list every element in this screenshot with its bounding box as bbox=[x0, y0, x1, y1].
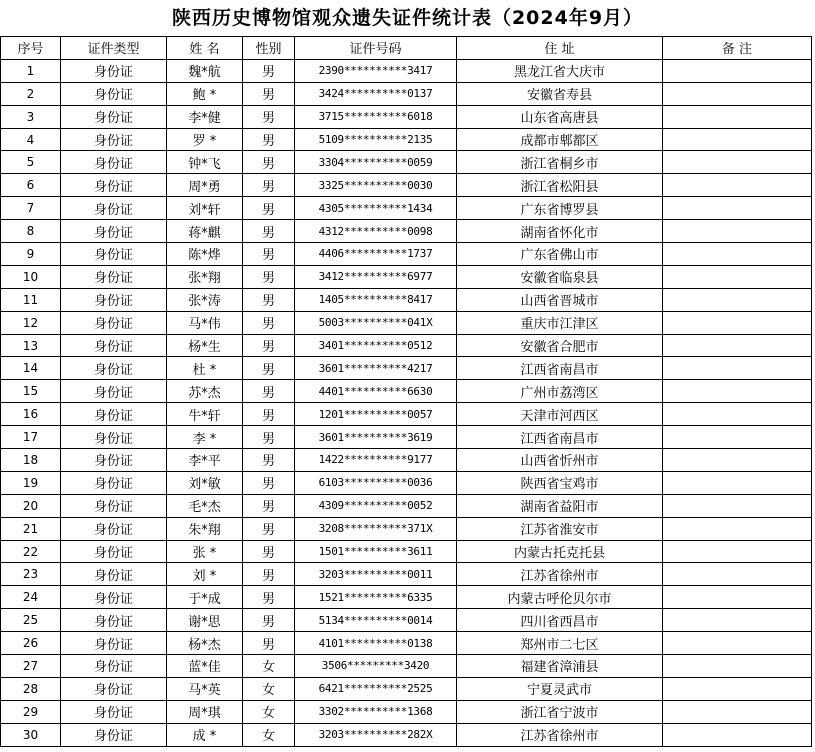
cell-seq: 25 bbox=[1, 609, 61, 632]
cell-note bbox=[663, 700, 812, 723]
cell-name: 马*英 bbox=[167, 677, 243, 700]
cell-id-type: 身份证 bbox=[61, 151, 167, 174]
cell-seq: 11 bbox=[1, 288, 61, 311]
cell-id-number: 6103**********0036 bbox=[295, 471, 457, 494]
cell-note bbox=[663, 357, 812, 380]
cell-id-type: 身份证 bbox=[61, 174, 167, 197]
cell-id-number: 5134**********0014 bbox=[295, 609, 457, 632]
cell-note bbox=[663, 609, 812, 632]
cell-note bbox=[663, 288, 812, 311]
cell-seq: 30 bbox=[1, 723, 61, 746]
cell-seq: 14 bbox=[1, 357, 61, 380]
table-row bbox=[1, 609, 812, 632]
cell-name: 朱*翔 bbox=[167, 517, 243, 540]
cell-gender: 男 bbox=[243, 563, 295, 586]
cell-seq: 21 bbox=[1, 517, 61, 540]
table-row bbox=[1, 380, 812, 403]
cell-address: 广东省佛山市 bbox=[457, 243, 663, 266]
cell-seq: 17 bbox=[1, 426, 61, 449]
cell-name: 钟*飞 bbox=[167, 151, 243, 174]
cell-id-type: 身份证 bbox=[61, 449, 167, 472]
cell-id-type: 身份证 bbox=[61, 128, 167, 151]
cell-seq: 8 bbox=[1, 220, 61, 243]
cell-seq: 4 bbox=[1, 128, 61, 151]
cell-seq: 24 bbox=[1, 586, 61, 609]
table-row bbox=[1, 723, 812, 746]
document-title: 陕西历史博物馆观众遗失证件统计表（2024年9月） bbox=[171, 7, 644, 29]
cell-gender: 男 bbox=[243, 426, 295, 449]
cell-name: 马*伟 bbox=[167, 311, 243, 334]
cell-address: 江苏省徐州市 bbox=[457, 723, 663, 746]
table-row bbox=[1, 334, 812, 357]
cell-address: 江西省南昌市 bbox=[457, 357, 663, 380]
cell-seq: 16 bbox=[1, 403, 61, 426]
cell-name: 杜 * bbox=[167, 357, 243, 380]
cell-gender: 男 bbox=[243, 449, 295, 472]
cell-id-type: 身份证 bbox=[61, 586, 167, 609]
cell-id-number: 1422**********9177 bbox=[295, 449, 457, 472]
table-row bbox=[1, 82, 812, 105]
cell-id-number: 3208**********371X bbox=[295, 517, 457, 540]
cell-id-type: 身份证 bbox=[61, 609, 167, 632]
cell-address: 宁夏灵武市 bbox=[457, 677, 663, 700]
cell-seq: 5 bbox=[1, 151, 61, 174]
table-row bbox=[1, 517, 812, 540]
header-gender: 性别 bbox=[243, 37, 295, 60]
cell-gender: 女 bbox=[243, 655, 295, 678]
lost-documents-table bbox=[0, 36, 812, 747]
cell-gender: 男 bbox=[243, 517, 295, 540]
cell-name: 罗 * bbox=[167, 128, 243, 151]
cell-name: 李*平 bbox=[167, 449, 243, 472]
cell-note bbox=[663, 563, 812, 586]
table-row bbox=[1, 540, 812, 563]
cell-note bbox=[663, 471, 812, 494]
cell-gender: 男 bbox=[243, 311, 295, 334]
cell-gender: 男 bbox=[243, 471, 295, 494]
cell-gender: 男 bbox=[243, 105, 295, 128]
table-row bbox=[1, 174, 812, 197]
table-row bbox=[1, 700, 812, 723]
cell-name: 周*琪 bbox=[167, 700, 243, 723]
cell-seq: 7 bbox=[1, 197, 61, 220]
cell-gender: 男 bbox=[243, 59, 295, 82]
cell-gender: 男 bbox=[243, 82, 295, 105]
cell-seq: 9 bbox=[1, 243, 61, 266]
cell-note bbox=[663, 197, 812, 220]
cell-seq: 2 bbox=[1, 82, 61, 105]
cell-seq: 18 bbox=[1, 449, 61, 472]
table-row bbox=[1, 243, 812, 266]
cell-address: 湖南省益阳市 bbox=[457, 494, 663, 517]
table-row bbox=[1, 403, 812, 426]
cell-id-number: 3506*********3420 bbox=[295, 655, 457, 678]
header-row bbox=[1, 37, 812, 60]
cell-id-number: 3203**********0011 bbox=[295, 563, 457, 586]
table-row bbox=[1, 357, 812, 380]
cell-gender: 男 bbox=[243, 586, 295, 609]
cell-name: 鲍 * bbox=[167, 82, 243, 105]
cell-address: 浙江省桐乡市 bbox=[457, 151, 663, 174]
cell-id-number: 3601**********3619 bbox=[295, 426, 457, 449]
cell-name: 李 * bbox=[167, 426, 243, 449]
cell-id-number: 5109**********2135 bbox=[295, 128, 457, 151]
cell-address: 湖南省怀化市 bbox=[457, 220, 663, 243]
header-address: 住 址 bbox=[457, 37, 663, 60]
cell-address: 成都市郫都区 bbox=[457, 128, 663, 151]
cell-address: 四川省西昌市 bbox=[457, 609, 663, 632]
cell-name: 苏*杰 bbox=[167, 380, 243, 403]
cell-id-type: 身份证 bbox=[61, 220, 167, 243]
cell-gender: 男 bbox=[243, 540, 295, 563]
cell-id-number: 1521**********6335 bbox=[295, 586, 457, 609]
cell-seq: 12 bbox=[1, 311, 61, 334]
cell-id-number: 3401**********0512 bbox=[295, 334, 457, 357]
cell-address: 内蒙古呼伦贝尔市 bbox=[457, 586, 663, 609]
cell-gender: 男 bbox=[243, 243, 295, 266]
cell-id-type: 身份证 bbox=[61, 540, 167, 563]
cell-note bbox=[663, 426, 812, 449]
cell-note bbox=[663, 105, 812, 128]
cell-name: 于*成 bbox=[167, 586, 243, 609]
cell-address: 重庆市江津区 bbox=[457, 311, 663, 334]
cell-gender: 男 bbox=[243, 265, 295, 288]
table-row bbox=[1, 586, 812, 609]
cell-address: 浙江省松阳县 bbox=[457, 174, 663, 197]
cell-id-type: 身份证 bbox=[61, 197, 167, 220]
cell-gender: 男 bbox=[243, 151, 295, 174]
table-row bbox=[1, 59, 812, 82]
cell-id-number: 3203**********282X bbox=[295, 723, 457, 746]
table-row bbox=[1, 449, 812, 472]
cell-address: 山西省忻州市 bbox=[457, 449, 663, 472]
cell-id-type: 身份证 bbox=[61, 311, 167, 334]
cell-name: 杨*杰 bbox=[167, 632, 243, 655]
table-row bbox=[1, 197, 812, 220]
cell-gender: 男 bbox=[243, 288, 295, 311]
cell-address: 广州市荔湾区 bbox=[457, 380, 663, 403]
cell-seq: 6 bbox=[1, 174, 61, 197]
cell-name: 刘*轩 bbox=[167, 197, 243, 220]
cell-id-type: 身份证 bbox=[61, 105, 167, 128]
cell-address: 安徽省寿县 bbox=[457, 82, 663, 105]
cell-id-type: 身份证 bbox=[61, 655, 167, 678]
cell-id-number: 1405**********8417 bbox=[295, 288, 457, 311]
cell-id-type: 身份证 bbox=[61, 82, 167, 105]
cell-name: 成 * bbox=[167, 723, 243, 746]
cell-note bbox=[663, 311, 812, 334]
cell-name: 杨*生 bbox=[167, 334, 243, 357]
cell-note bbox=[663, 494, 812, 517]
cell-id-number: 3325**********0030 bbox=[295, 174, 457, 197]
cell-address: 陕西省宝鸡市 bbox=[457, 471, 663, 494]
cell-seq: 19 bbox=[1, 471, 61, 494]
cell-note bbox=[663, 517, 812, 540]
cell-id-type: 身份证 bbox=[61, 517, 167, 540]
cell-id-number: 4312**********0098 bbox=[295, 220, 457, 243]
cell-id-type: 身份证 bbox=[61, 426, 167, 449]
cell-gender: 女 bbox=[243, 723, 295, 746]
cell-address: 浙江省宁波市 bbox=[457, 700, 663, 723]
cell-note bbox=[663, 540, 812, 563]
cell-id-number: 6421**********2525 bbox=[295, 677, 457, 700]
cell-id-number: 2390**********3417 bbox=[295, 59, 457, 82]
cell-address: 广东省博罗县 bbox=[457, 197, 663, 220]
table-body bbox=[1, 59, 812, 746]
cell-id-number: 4305**********1434 bbox=[295, 197, 457, 220]
cell-seq: 22 bbox=[1, 540, 61, 563]
cell-seq: 23 bbox=[1, 563, 61, 586]
table-row bbox=[1, 677, 812, 700]
cell-id-number: 3302**********1368 bbox=[295, 700, 457, 723]
cell-gender: 男 bbox=[243, 632, 295, 655]
cell-seq: 10 bbox=[1, 265, 61, 288]
cell-note bbox=[663, 655, 812, 678]
table-row bbox=[1, 311, 812, 334]
cell-id-type: 身份证 bbox=[61, 403, 167, 426]
cell-gender: 男 bbox=[243, 609, 295, 632]
cell-address: 天津市河西区 bbox=[457, 403, 663, 426]
cell-id-type: 身份证 bbox=[61, 357, 167, 380]
cell-id-type: 身份证 bbox=[61, 471, 167, 494]
cell-address: 安徽省临泉县 bbox=[457, 265, 663, 288]
cell-name: 张*涛 bbox=[167, 288, 243, 311]
cell-name: 毛*杰 bbox=[167, 494, 243, 517]
cell-seq: 1 bbox=[1, 59, 61, 82]
cell-id-number: 4406**********1737 bbox=[295, 243, 457, 266]
cell-address: 江苏省淮安市 bbox=[457, 517, 663, 540]
cell-id-number: 1201**********0057 bbox=[295, 403, 457, 426]
cell-gender: 男 bbox=[243, 128, 295, 151]
cell-seq: 15 bbox=[1, 380, 61, 403]
cell-seq: 26 bbox=[1, 632, 61, 655]
cell-address: 内蒙古托克托县 bbox=[457, 540, 663, 563]
cell-name: 蒋*麒 bbox=[167, 220, 243, 243]
cell-address: 福建省漳浦县 bbox=[457, 655, 663, 678]
cell-gender: 男 bbox=[243, 174, 295, 197]
table-row bbox=[1, 105, 812, 128]
cell-note bbox=[663, 59, 812, 82]
cell-id-type: 身份证 bbox=[61, 700, 167, 723]
cell-gender: 男 bbox=[243, 380, 295, 403]
cell-note bbox=[663, 151, 812, 174]
header-name: 姓 名 bbox=[167, 37, 243, 60]
cell-note bbox=[663, 677, 812, 700]
cell-id-number: 4309**********0052 bbox=[295, 494, 457, 517]
cell-note bbox=[663, 380, 812, 403]
cell-id-number: 3304**********0059 bbox=[295, 151, 457, 174]
cell-address: 山东省高唐县 bbox=[457, 105, 663, 128]
cell-seq: 13 bbox=[1, 334, 61, 357]
cell-id-type: 身份证 bbox=[61, 677, 167, 700]
cell-id-number: 5003**********041X bbox=[295, 311, 457, 334]
table-row bbox=[1, 563, 812, 586]
cell-note bbox=[663, 82, 812, 105]
cell-note bbox=[663, 449, 812, 472]
cell-id-type: 身份证 bbox=[61, 723, 167, 746]
cell-id-number: 3424**********0137 bbox=[295, 82, 457, 105]
cell-id-number: 4401**********6630 bbox=[295, 380, 457, 403]
table-row bbox=[1, 632, 812, 655]
cell-gender: 男 bbox=[243, 334, 295, 357]
cell-id-type: 身份证 bbox=[61, 494, 167, 517]
table-row bbox=[1, 426, 812, 449]
cell-gender: 男 bbox=[243, 220, 295, 243]
cell-seq: 29 bbox=[1, 700, 61, 723]
cell-gender: 女 bbox=[243, 677, 295, 700]
cell-id-type: 身份证 bbox=[61, 243, 167, 266]
cell-seq: 3 bbox=[1, 105, 61, 128]
cell-id-number: 3715**********6018 bbox=[295, 105, 457, 128]
cell-id-number: 4101**********0138 bbox=[295, 632, 457, 655]
table-row bbox=[1, 128, 812, 151]
cell-seq: 28 bbox=[1, 677, 61, 700]
cell-id-number: 3412**********6977 bbox=[295, 265, 457, 288]
cell-gender: 男 bbox=[243, 494, 295, 517]
cell-gender: 男 bbox=[243, 403, 295, 426]
cell-name: 李*健 bbox=[167, 105, 243, 128]
header-id-type: 证件类型 bbox=[61, 37, 167, 60]
table-row bbox=[1, 494, 812, 517]
cell-name: 刘*敏 bbox=[167, 471, 243, 494]
cell-address: 黑龙江省大庆市 bbox=[457, 59, 663, 82]
cell-note bbox=[663, 403, 812, 426]
table-row bbox=[1, 151, 812, 174]
cell-name: 刘 * bbox=[167, 563, 243, 586]
cell-seq: 27 bbox=[1, 655, 61, 678]
cell-gender: 男 bbox=[243, 357, 295, 380]
cell-note bbox=[663, 128, 812, 151]
cell-id-type: 身份证 bbox=[61, 334, 167, 357]
cell-id-type: 身份证 bbox=[61, 380, 167, 403]
cell-name: 牛*轩 bbox=[167, 403, 243, 426]
cell-seq: 20 bbox=[1, 494, 61, 517]
cell-address: 安徽省合肥市 bbox=[457, 334, 663, 357]
cell-id-type: 身份证 bbox=[61, 59, 167, 82]
cell-id-number: 1501**********3611 bbox=[295, 540, 457, 563]
cell-id-number: 3601**********4217 bbox=[295, 357, 457, 380]
cell-name: 张*翔 bbox=[167, 265, 243, 288]
cell-note bbox=[663, 586, 812, 609]
table-row bbox=[1, 265, 812, 288]
cell-gender: 男 bbox=[243, 197, 295, 220]
table-row bbox=[1, 655, 812, 678]
cell-address: 江苏省徐州市 bbox=[457, 563, 663, 586]
cell-name: 张 * bbox=[167, 540, 243, 563]
table-row bbox=[1, 288, 812, 311]
cell-note bbox=[663, 334, 812, 357]
cell-note bbox=[663, 265, 812, 288]
cell-id-type: 身份证 bbox=[61, 632, 167, 655]
cell-note bbox=[663, 243, 812, 266]
cell-name: 谢*思 bbox=[167, 609, 243, 632]
table-row bbox=[1, 220, 812, 243]
cell-name: 魏*航 bbox=[167, 59, 243, 82]
cell-note bbox=[663, 632, 812, 655]
cell-address: 江西省南昌市 bbox=[457, 426, 663, 449]
cell-name: 陈*烨 bbox=[167, 243, 243, 266]
table-row bbox=[1, 471, 812, 494]
cell-id-type: 身份证 bbox=[61, 563, 167, 586]
cell-name: 周*勇 bbox=[167, 174, 243, 197]
cell-note bbox=[663, 174, 812, 197]
cell-note bbox=[663, 723, 812, 746]
cell-gender: 女 bbox=[243, 700, 295, 723]
cell-name: 蓝*佳 bbox=[167, 655, 243, 678]
cell-id-type: 身份证 bbox=[61, 265, 167, 288]
cell-address: 郑州市二七区 bbox=[457, 632, 663, 655]
cell-note bbox=[663, 220, 812, 243]
cell-id-type: 身份证 bbox=[61, 288, 167, 311]
header-seq: 序号 bbox=[1, 37, 61, 60]
header-note: 备 注 bbox=[663, 37, 812, 60]
header-id-number: 证件号码 bbox=[295, 37, 457, 60]
cell-address: 山西省晋城市 bbox=[457, 288, 663, 311]
